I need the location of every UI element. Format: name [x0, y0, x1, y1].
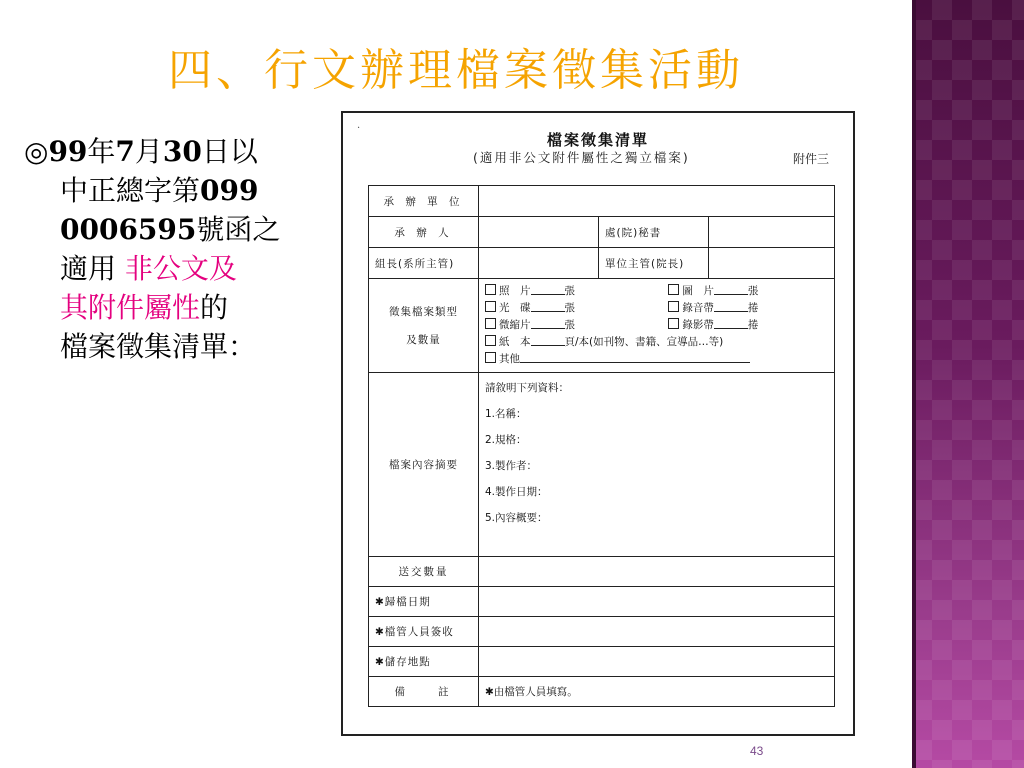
collect-type-label-1: 徵集檔案類型 [389, 305, 458, 318]
bullet-text-year: 年 [87, 135, 116, 168]
table-row [369, 617, 835, 647]
collect-type-options [479, 279, 835, 373]
table-row [369, 279, 835, 373]
bullet-line-6: 檔案徵集清單： [60, 330, 257, 363]
table-row [369, 248, 835, 279]
summary-item-date: 4.製作日期： [485, 486, 548, 498]
page-number: 43 [750, 744, 764, 758]
option-video-tape-unit: 捲 [747, 319, 759, 331]
option-row [485, 300, 828, 317]
summary-item-overview: 5.內容概要： [485, 512, 548, 524]
form-attachment-label: 附件三 [792, 152, 829, 166]
option-video-tape: 錄影帶 [682, 319, 714, 331]
option-microfilm-unit: 張 [564, 319, 575, 331]
bullet-line-5 [24, 288, 324, 327]
unit-head-field [709, 248, 835, 279]
checkbox-disc[interactable] [485, 301, 496, 312]
archivist-sign-label: ✱檔管人員簽收 [369, 617, 479, 647]
bullet-line-3 [24, 210, 324, 249]
bullet-of-text: 的 [200, 291, 229, 324]
bullet-line-4 [24, 249, 324, 288]
contractor-field [479, 217, 599, 248]
form-subtitle: (適用非公文附件屬性之獨立檔案) [473, 150, 690, 165]
option-picture-unit: 張 [747, 285, 759, 297]
option-row [485, 317, 828, 334]
option-row [485, 334, 828, 351]
option-microfilm: 微縮片 [499, 319, 531, 331]
option-disc: 光 碟 [499, 302, 531, 314]
bullet-symbol-icon: ◎ [24, 135, 49, 168]
bullet-text-day: 日以 [201, 135, 258, 168]
bullet-number-day: 30 [162, 135, 202, 168]
option-audio-tape: 錄音帶 [682, 302, 714, 314]
archive-date-label: ✱歸檔日期 [369, 587, 479, 617]
bullet-doc-prefix: 中正總字第 [60, 174, 201, 207]
bullet-line-2 [24, 171, 324, 210]
option-other: 其他 [499, 353, 520, 365]
office-secretary-field [709, 217, 835, 248]
bullet-applies-text: 適用 [60, 252, 117, 285]
form-title: 檔案徵集清單 [546, 131, 649, 149]
table-row [369, 217, 835, 248]
remarks-field: ✱由檔管人員填寫。 [479, 677, 835, 707]
table-row [369, 677, 835, 707]
checkbox-photo[interactable] [485, 284, 496, 295]
option-photo-unit: 張 [564, 285, 575, 297]
summary-intro: 請敘明下列資料： [485, 382, 569, 394]
checkbox-microfilm[interactable] [485, 318, 496, 329]
checkbox-paper[interactable] [485, 335, 496, 346]
table-row [369, 373, 835, 557]
bullet-text-month: 月 [134, 135, 163, 168]
storage-location-field [479, 647, 835, 677]
contractor-unit-field [479, 186, 835, 217]
diamond-pattern [912, 0, 1024, 768]
checkbox-audio-tape[interactable] [668, 301, 679, 312]
office-secretary-label: 處(院)秘書 [599, 217, 709, 248]
table-row [369, 186, 835, 217]
summary-item-spec: 2.規格： [485, 434, 527, 446]
form-table [368, 185, 835, 707]
bullet-highlight-1: 非公文及 [124, 252, 237, 285]
bullet-doc-number-a: 099 [200, 174, 259, 207]
table-row [369, 557, 835, 587]
checkbox-picture[interactable] [668, 284, 679, 295]
checkbox-other[interactable] [485, 352, 496, 363]
checkbox-video-tape[interactable] [668, 318, 679, 329]
collection-form-image [341, 111, 855, 736]
bullet-doc-suffix: 號函之 [196, 213, 281, 246]
contractor-label: 承 辦 人 [369, 217, 479, 248]
section-head-field [479, 248, 599, 279]
table-row [369, 587, 835, 617]
send-quantity-field [479, 557, 835, 587]
option-paper-unit: 頁/本(如刊物、書籍、宣導品…等) [564, 336, 724, 348]
summary-item-name: 1.名稱： [485, 408, 527, 420]
collect-type-label-2: 及數量 [406, 333, 441, 346]
bullet-doc-number-b: 0006595 [60, 213, 197, 246]
send-quantity-label: 送交數量 [369, 557, 479, 587]
archivist-sign-field [479, 617, 835, 647]
option-row [485, 283, 828, 300]
remarks-label: 備 註 [369, 677, 479, 707]
bullet-line-1 [24, 132, 324, 171]
archive-date-field [479, 587, 835, 617]
section-head-label: 組長(系所主管) [369, 248, 479, 279]
slide-title: 四、行文辦理檔案徵集活動 [168, 45, 744, 96]
bullet-text [24, 132, 324, 366]
storage-location-label: ✱儲存地點 [369, 647, 479, 677]
option-photo: 照 片 [499, 285, 531, 297]
option-row [485, 351, 828, 368]
bullet-number-month: 7 [115, 135, 135, 168]
option-picture: 圖 片 [682, 285, 714, 297]
content-summary-field [479, 373, 835, 557]
bullet-number-year: 99 [48, 135, 88, 168]
collect-type-label [369, 279, 479, 373]
corner-mark: · [357, 123, 361, 134]
unit-head-label: 單位主管(院長) [599, 248, 709, 279]
contractor-unit-label: 承 辦 單 位 [369, 186, 479, 217]
decorative-side-panel [912, 0, 1024, 768]
option-disc-unit: 張 [564, 302, 575, 314]
option-paper: 紙 本 [499, 336, 531, 348]
content-summary-label: 檔案內容摘要 [369, 373, 479, 557]
panel-edge [912, 0, 916, 768]
option-audio-tape-unit: 捲 [747, 302, 759, 314]
table-row [369, 647, 835, 677]
summary-item-maker: 3.製作者： [485, 460, 538, 472]
bullet-highlight-2: 其附件屬性 [60, 291, 201, 324]
